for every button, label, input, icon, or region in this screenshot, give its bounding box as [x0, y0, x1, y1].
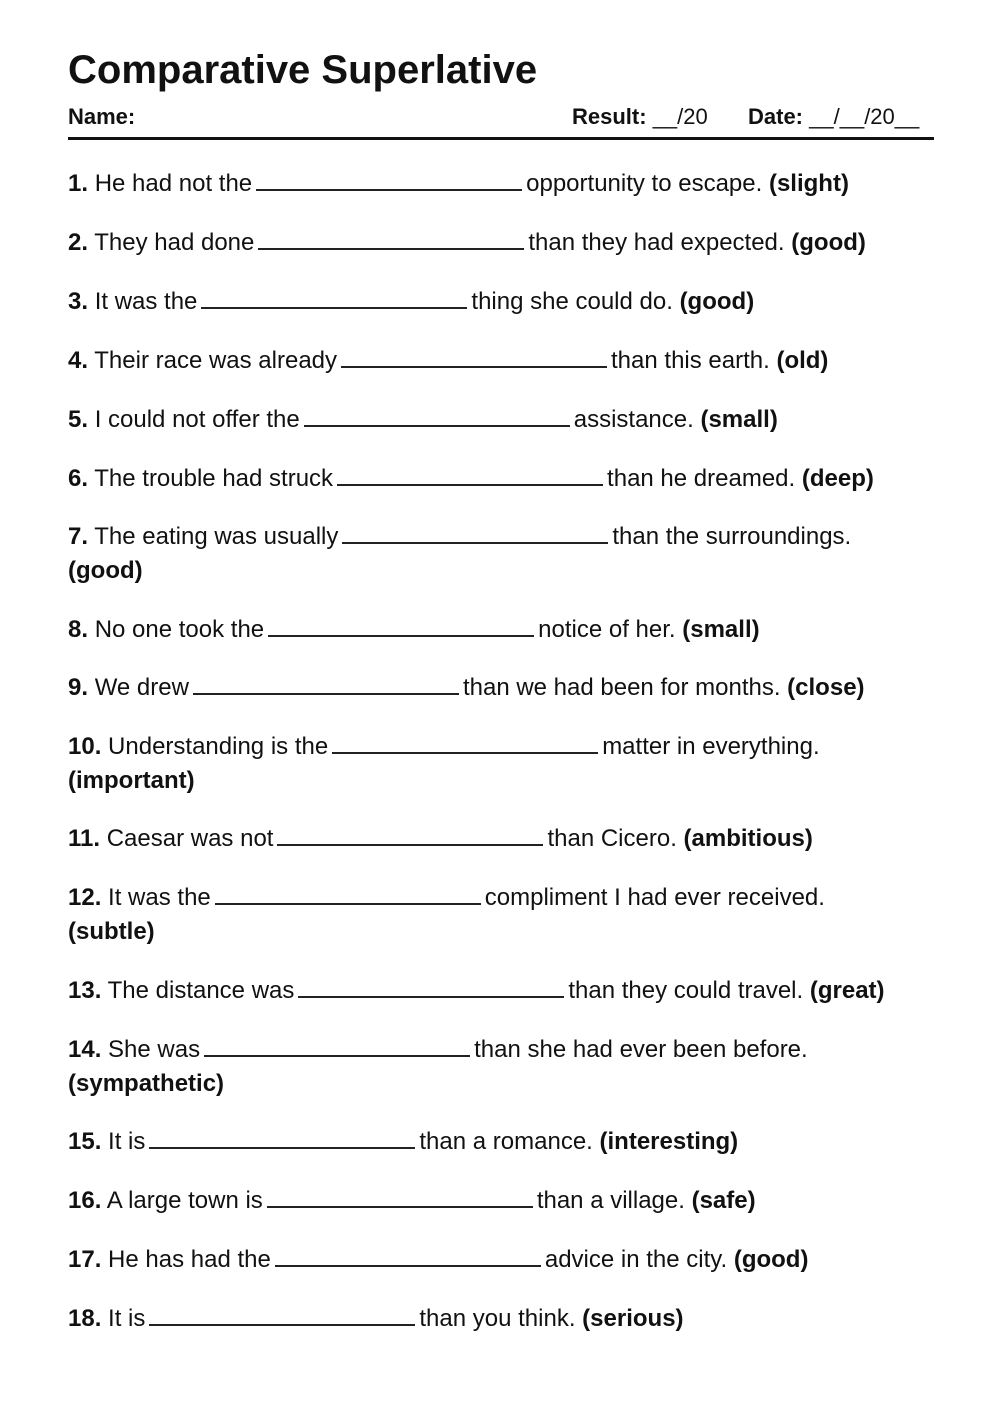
result-label: Result: — [572, 104, 647, 129]
answer-blank[interactable] — [275, 1243, 541, 1267]
question-text-before: No one took the — [94, 616, 265, 643]
question-hint: (close) — [787, 674, 865, 701]
question-item — [68, 613, 934, 647]
question-text-after: opportunity to escape. — [526, 170, 763, 197]
question-text-after: than the surroundings. — [612, 523, 852, 550]
result-field — [572, 104, 708, 130]
question-text-before: We drew — [94, 674, 189, 701]
answer-blank[interactable] — [193, 671, 459, 695]
question-item — [68, 974, 934, 1008]
question-text-after: than they had expected. — [528, 229, 785, 256]
question-hint: (good) — [68, 557, 143, 584]
question-text-before: It is — [108, 1128, 146, 1155]
answer-blank[interactable] — [204, 1033, 470, 1057]
question-number: 7. — [68, 523, 89, 550]
question-text-after: advice in the city. — [544, 1246, 728, 1273]
question-item — [68, 1033, 934, 1101]
date-field — [748, 104, 919, 130]
name-label: Name: — [68, 104, 136, 129]
answer-blank[interactable] — [201, 285, 467, 309]
answer-blank[interactable] — [268, 613, 534, 637]
question-item — [68, 881, 934, 949]
answer-blank[interactable] — [267, 1184, 533, 1208]
question-hint: (old) — [776, 347, 829, 374]
question-item — [68, 520, 934, 588]
question-text-before: Understanding is the — [108, 733, 329, 760]
question-text-after: than this earth. — [611, 347, 770, 374]
question-text-before: The distance was — [107, 977, 295, 1004]
question-text-before: The trouble had struck — [94, 465, 334, 492]
question-text-before: Caesar was not — [106, 825, 274, 852]
worksheet-title: Comparative Superlative — [68, 48, 538, 92]
question-item — [68, 285, 934, 319]
question-item — [68, 403, 934, 437]
question-hint: (good) — [679, 288, 755, 315]
question-text-before: She was — [108, 1036, 201, 1063]
question-number: 12. — [68, 884, 102, 911]
question-text-after: assistance. — [573, 406, 694, 433]
answer-blank[interactable] — [215, 881, 481, 905]
question-text-after: notice of her. — [538, 616, 676, 643]
question-number: 5. — [68, 406, 89, 433]
question-text-before: It is — [108, 1305, 146, 1332]
question-number: 18. — [68, 1305, 102, 1332]
answer-blank[interactable] — [342, 520, 608, 544]
question-hint: (small) — [682, 616, 760, 643]
question-text-after: than you think. — [419, 1305, 576, 1332]
question-text-before: He has had the — [108, 1246, 271, 1273]
answer-blank[interactable] — [258, 226, 524, 250]
question-text-after: matter in everything. — [602, 733, 820, 760]
question-number: 4. — [68, 347, 89, 374]
question-text-before: The eating was usually — [94, 523, 339, 550]
answer-blank[interactable] — [149, 1302, 415, 1326]
answer-blank[interactable] — [332, 730, 598, 754]
question-item — [68, 1184, 934, 1218]
question-number: 14. — [68, 1036, 102, 1063]
answer-blank[interactable] — [149, 1125, 415, 1149]
question-text-after: than Cicero. — [547, 825, 677, 852]
answer-blank[interactable] — [256, 167, 522, 191]
question-item — [68, 822, 934, 856]
question-number: 16. — [68, 1187, 102, 1214]
date-value: __/__/20__ — [809, 104, 920, 129]
question-item — [68, 1125, 934, 1159]
question-number: 15. — [68, 1128, 102, 1155]
question-hint: (deep) — [801, 465, 874, 492]
question-item — [68, 226, 934, 260]
header-divider — [68, 137, 934, 140]
question-hint: (ambitious) — [683, 825, 813, 852]
question-text-after: than we had been for months. — [462, 674, 781, 701]
question-item — [68, 730, 934, 798]
question-text-before: They had done — [94, 229, 255, 256]
question-text-after: compliment I had ever received. — [484, 884, 825, 911]
answer-blank[interactable] — [341, 344, 607, 368]
question-item — [68, 344, 934, 378]
question-hint: (good) — [791, 229, 866, 256]
question-text-after: than a village. — [536, 1187, 685, 1214]
question-hint: (important) — [68, 767, 195, 794]
question-number: 11. — [68, 825, 101, 852]
question-number: 1. — [68, 170, 89, 197]
question-number: 6. — [68, 465, 89, 492]
question-number: 3. — [68, 288, 89, 315]
question-text-before: A large town is — [106, 1187, 263, 1214]
question-hint: (sympathetic) — [68, 1070, 225, 1097]
question-number: 17. — [68, 1246, 102, 1273]
question-text-after: than she had ever been before. — [474, 1036, 808, 1063]
date-label: Date: — [748, 104, 804, 129]
question-item — [68, 462, 934, 496]
question-text-before: I could not offer the — [94, 406, 300, 433]
question-number: 9. — [68, 674, 89, 701]
question-number: 13. — [68, 977, 102, 1004]
question-item — [68, 167, 934, 201]
answer-blank[interactable] — [298, 974, 564, 998]
question-text-before: It was the — [108, 884, 211, 911]
question-hint: (interesting) — [599, 1128, 739, 1155]
question-hint: (great) — [809, 977, 885, 1004]
question-text-before: Their race was already — [94, 347, 338, 374]
question-hint: (slight) — [768, 170, 849, 197]
answer-blank[interactable] — [277, 822, 543, 846]
question-number: 2. — [68, 229, 89, 256]
worksheet-header — [68, 104, 934, 130]
result-value: __/20 — [652, 104, 708, 129]
question-text-after: thing she could do. — [471, 288, 673, 315]
question-number: 10. — [68, 733, 102, 760]
question-hint: (safe) — [691, 1187, 756, 1214]
question-item — [68, 1243, 934, 1277]
question-text-after: than they could travel. — [568, 977, 804, 1004]
question-number: 8. — [68, 616, 89, 643]
question-text-after: than he dreamed. — [607, 465, 796, 492]
question-text-after: than a romance. — [419, 1128, 593, 1155]
question-item — [68, 1302, 934, 1336]
question-hint: (serious) — [582, 1305, 684, 1332]
question-item — [68, 671, 934, 705]
question-hint: (good) — [733, 1246, 809, 1273]
question-hint: (subtle) — [68, 918, 155, 945]
answer-blank[interactable] — [337, 462, 603, 486]
answer-blank[interactable] — [304, 403, 570, 427]
question-text-before: He had not the — [94, 170, 253, 197]
question-text-before: It was the — [94, 288, 198, 315]
question-hint: (small) — [700, 406, 778, 433]
